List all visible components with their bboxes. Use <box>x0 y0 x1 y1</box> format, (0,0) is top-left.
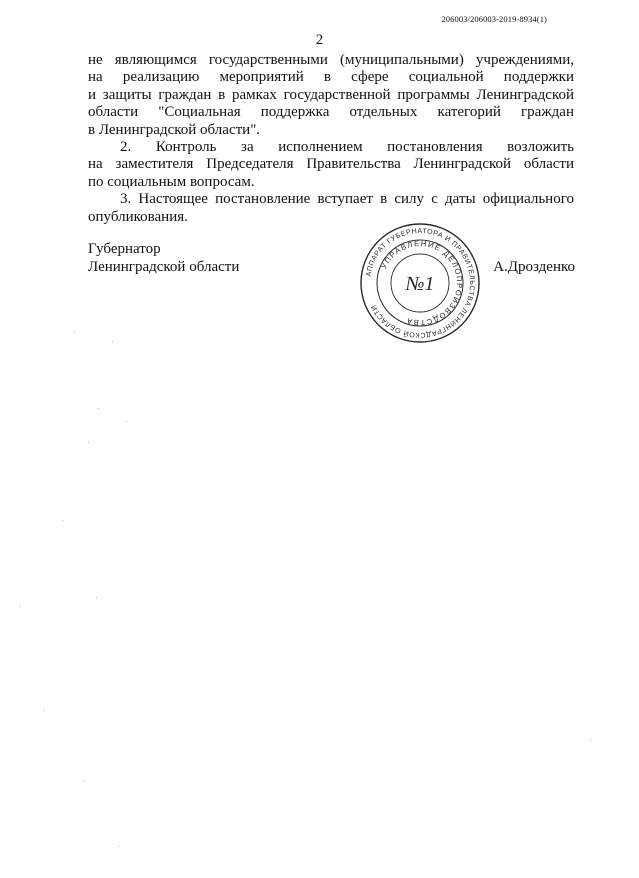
scan-speck <box>83 780 84 781</box>
scan-speck <box>62 520 63 521</box>
scan-speck <box>20 606 21 607</box>
signatory-name: А.Дрозденко <box>493 259 575 275</box>
body-line: и защиты граждан в рамках государственной программы Ленинградской <box>88 86 574 103</box>
body-line: на заместителя Председателя Правительства Ленинградской области <box>88 156 574 173</box>
body-line: по социальным вопросам. <box>88 173 255 190</box>
body-line: 3. Настоящее постановление вступает в силу с даты официального <box>120 191 574 208</box>
body-line: 2. Контроль за исполнением постановления возложить <box>120 139 574 156</box>
scan-speck <box>112 341 113 342</box>
signatory-title-line: Ленинградской области <box>88 258 240 275</box>
seal-inner-text: УПРАВЛЕНИЕ ДЕЛОПРОИЗВОДСТВА <box>379 238 465 328</box>
seal-outer-text: АППАРАТ ГУБЕРНАТОРА И ПРАВИТЕЛЬСТВА ЛЕНИНГРАДСКОЙ ОБЛАСТИ <box>365 227 476 339</box>
scan-speck <box>88 442 89 443</box>
document-body <box>88 52 574 226</box>
body-line: опубликования. <box>88 208 188 225</box>
page-number: 2 <box>315 32 324 48</box>
signatory-title <box>88 241 239 276</box>
scan-speck <box>74 331 75 332</box>
body-line: области "Социальная поддержка отдельных категорий граждан <box>88 104 574 121</box>
signatory-title-line: Губернатор <box>88 241 161 257</box>
scan-speck <box>96 597 97 598</box>
body-line: в Ленинградской области". <box>88 121 261 138</box>
scan-speck <box>98 408 99 409</box>
scan-speck <box>126 421 127 422</box>
scan-speck <box>44 710 45 711</box>
scan-speck <box>590 740 591 741</box>
official-seal-stamp <box>359 222 481 344</box>
seal-center-number: №1 <box>405 273 435 295</box>
body-line: не являющимся государственными (муниципальными) учреждениями, <box>88 52 574 68</box>
body-line: на реализацию мероприятий в сфере социальной поддержки <box>88 69 574 86</box>
scan-speck <box>118 846 119 847</box>
document-id: 206003/206003-2019-8934(1) <box>441 14 547 24</box>
